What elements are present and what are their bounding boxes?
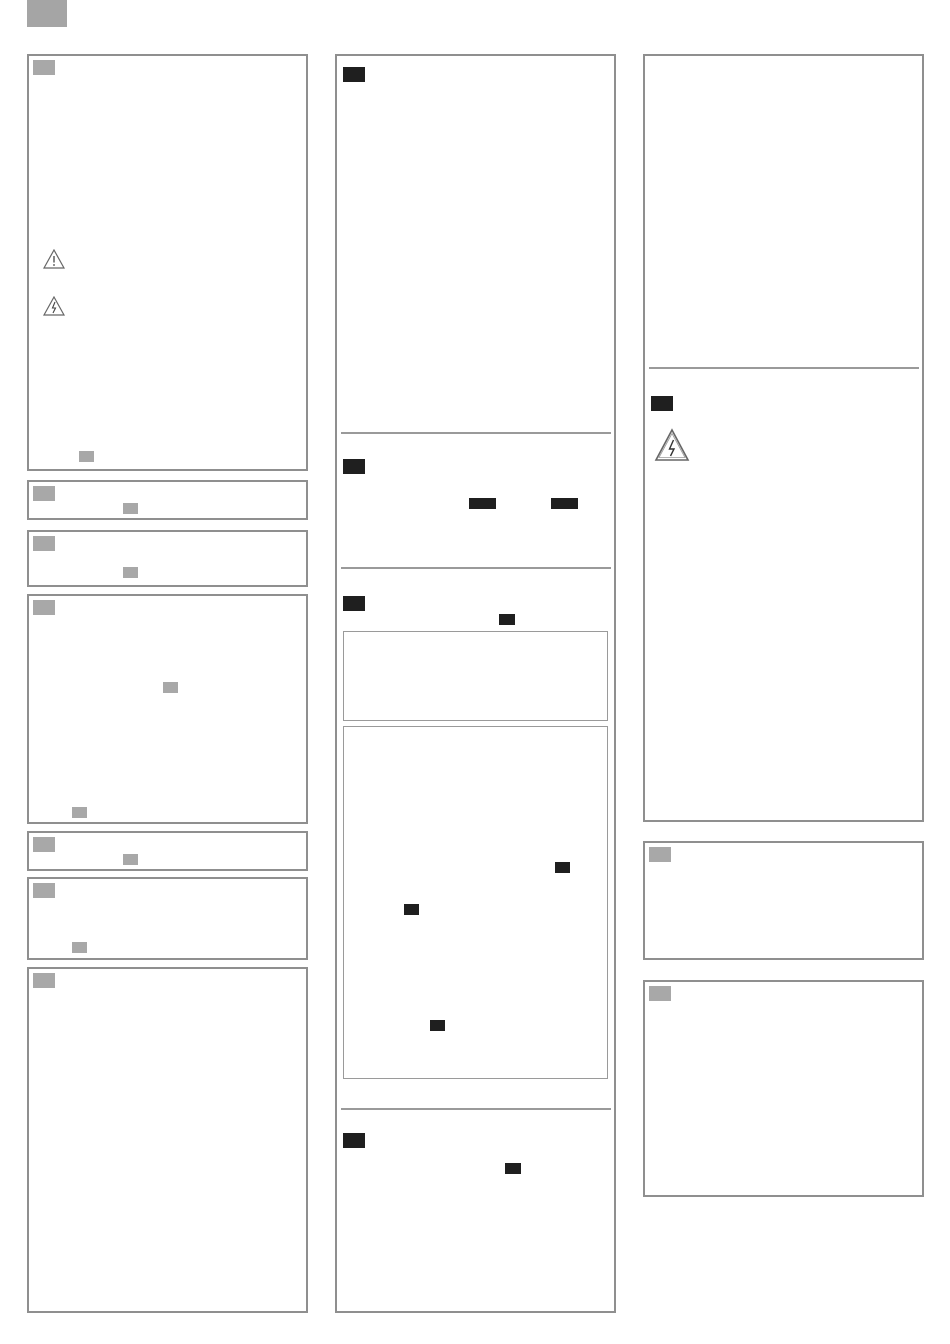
section-box-3	[27, 530, 308, 587]
section-box-right-2	[643, 841, 924, 960]
electric-hazard-icon	[43, 296, 65, 316]
note-box	[343, 631, 608, 721]
section-box-right-3	[643, 980, 924, 1197]
reference-marker	[499, 614, 515, 625]
reference-marker	[555, 862, 570, 873]
section-marker	[343, 596, 365, 611]
electric-hazard-icon	[654, 428, 690, 462]
section-box-1	[27, 54, 308, 471]
section-marker	[649, 986, 671, 1001]
section-marker	[651, 396, 673, 411]
section-marker	[33, 973, 55, 988]
reference-marker	[163, 682, 178, 693]
reference-marker	[72, 942, 87, 953]
section-marker	[33, 883, 55, 898]
section-marker	[343, 1133, 365, 1148]
section-box-right	[643, 54, 924, 822]
reference-marker	[72, 807, 87, 818]
section-box-4	[27, 594, 308, 824]
section-box-6	[27, 877, 308, 960]
section-marker	[649, 847, 671, 862]
section-box-2	[27, 480, 308, 520]
section-marker	[33, 837, 55, 852]
caution-triangle-icon	[43, 249, 65, 269]
reference-marker	[123, 854, 138, 865]
section-box-7	[27, 967, 308, 1313]
reference-marker	[123, 567, 138, 578]
divider	[341, 1108, 611, 1110]
section-marker	[343, 459, 365, 474]
note-box	[343, 726, 608, 1079]
section-marker	[33, 486, 55, 501]
section-marker	[33, 60, 55, 75]
divider	[649, 367, 919, 369]
divider	[341, 432, 611, 434]
section-box-5	[27, 831, 308, 871]
reference-marker	[469, 498, 496, 509]
reference-marker	[551, 498, 578, 509]
section-marker	[33, 536, 55, 551]
header-language-tab	[27, 0, 67, 27]
section-box-middle	[335, 54, 616, 1313]
reference-marker	[505, 1163, 521, 1174]
section-marker	[33, 600, 55, 615]
reference-marker	[430, 1020, 445, 1031]
reference-marker	[79, 451, 94, 462]
reference-marker	[123, 503, 138, 514]
section-marker	[343, 67, 365, 82]
reference-marker	[404, 904, 419, 915]
divider	[341, 567, 611, 569]
